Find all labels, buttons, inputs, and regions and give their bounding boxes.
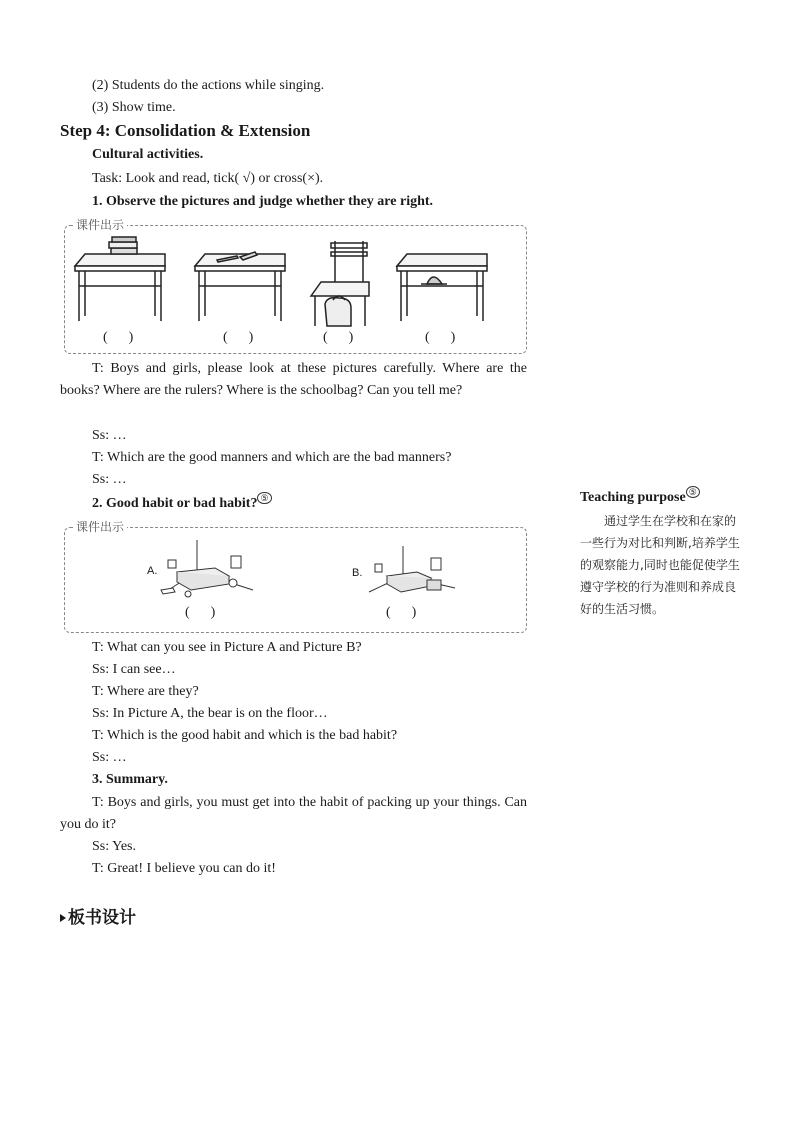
chair-schoolbag-under xyxy=(311,241,369,326)
courseware-label: 课件出示 xyxy=(73,217,127,233)
ss-i-can-see: Ss: I can see… xyxy=(92,662,176,677)
desk-books-on-top xyxy=(75,237,165,321)
footnote-marker: ⑤ xyxy=(686,486,700,498)
ss-bear: Ss: In Picture A, the bear is on the floor… xyxy=(92,706,328,721)
desk-pictures xyxy=(65,226,526,353)
teacher-question-pictures: T: Boys and girls, please look at these pictures carefully. Where are the books? Where are the rulers? Where is the schoolbag? Can you tell me? xyxy=(60,361,527,398)
blank-1[interactable]: ( ) xyxy=(103,330,134,345)
ss-answer-2: Ss: … xyxy=(92,472,127,487)
teacher-great: T: Great! I believe you can do it! xyxy=(92,861,276,876)
ss-yes: Ss: Yes. xyxy=(92,839,136,854)
teacher-packing: T: Boys and girls, you must get into the habit of packing up your things. Can you do it? xyxy=(60,795,527,832)
room-a-messy xyxy=(161,540,253,597)
picture-a-label: A. xyxy=(147,565,158,577)
blank-2[interactable]: ( ) xyxy=(223,330,254,345)
teacher-which-habit: T: Which is the good habit and which is the bad habit? xyxy=(92,728,398,743)
courseware-box-1 xyxy=(64,218,527,354)
ss-answer-3: Ss: … xyxy=(92,750,127,765)
line-show-time: (3) Show time. xyxy=(92,100,176,115)
line-sing-actions: (2) Students do the actions while singing. xyxy=(92,78,325,93)
room-pictures xyxy=(65,528,526,632)
task-line: Task: Look and read, tick( √) or cross(×). xyxy=(92,171,324,186)
teacher-where: T: Where are they? xyxy=(92,684,199,699)
cultural-activities: Cultural activities. xyxy=(92,147,204,162)
board-design-heading xyxy=(60,903,136,928)
teacher-what-see: T: What can you see in Picture A and Picture B? xyxy=(92,640,362,655)
teaching-purpose-heading xyxy=(580,487,700,506)
triangle-bullet-icon xyxy=(60,914,66,922)
blank-a[interactable]: ( ) xyxy=(185,605,216,620)
observe-heading: 1. Observe the pictures and judge whether they are right. xyxy=(92,194,434,209)
teaching-purpose-text: 通过学生在学校和在家的一些行为对比和判断,培养学生的观察能力,同时也能促使学生遵守学校的行为准则和养成良好的生活习惯。 xyxy=(580,514,740,616)
blank-4[interactable]: ( ) xyxy=(425,330,456,345)
habit-title: 2. Good habit or bad habit? xyxy=(92,496,258,511)
habit-heading xyxy=(92,493,272,513)
board-design-title: 板书设计 xyxy=(68,908,136,928)
picture-b-label: B. xyxy=(352,567,363,579)
desk-rulers-on-top xyxy=(195,252,285,321)
courseware-label: 课件出示 xyxy=(73,519,127,535)
step4-title: Step 4: Consolidation & Extension xyxy=(60,121,311,140)
blank-3[interactable]: ( ) xyxy=(323,330,354,345)
ss-answer-1: Ss: … xyxy=(92,428,127,443)
desk-hat-on-top xyxy=(397,254,487,321)
teaching-purpose-title: Teaching purpose xyxy=(580,490,686,505)
summary-heading: 3. Summary. xyxy=(92,772,168,787)
blank-b[interactable]: ( ) xyxy=(386,605,417,620)
courseware-box-2 xyxy=(64,520,527,633)
footnote-marker: ⑤ xyxy=(257,492,271,504)
teacher-manners: T: Which are the good manners and which are the bad manners? xyxy=(92,450,452,465)
room-b-tidy xyxy=(369,546,455,592)
